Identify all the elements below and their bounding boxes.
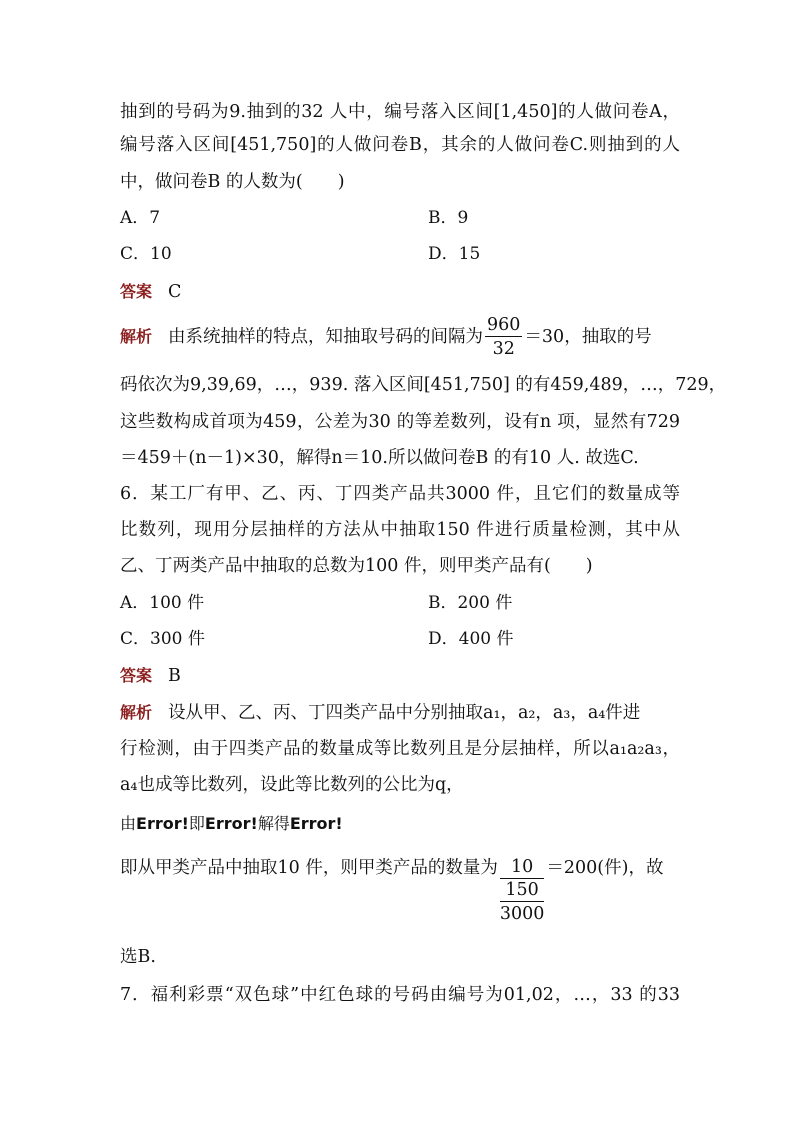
q7-stem-line-1: 7．福利彩票“双色球”中红色球的号码由编号为01,02，…，33 的33 [120, 985, 680, 1005]
error-field-3: Error! [289, 814, 343, 833]
q6-stem-line-3: 乙、丁两类产品中抽取的总数为100 件，则甲类产品有( ) [120, 556, 593, 576]
fraction-middle: 150 [500, 879, 545, 902]
answer-value: B [168, 666, 181, 686]
q6-answer [120, 664, 680, 688]
q5-solution-line-3: 这些数构成首项为459，公差为30 的等差数列，设有n 项，显然有729 [120, 412, 680, 432]
q5-solution-line-1 [120, 314, 680, 361]
compound-fraction [500, 856, 545, 926]
q5-option-b: B．9 [428, 208, 469, 228]
fraction-numerator: 960 [487, 315, 521, 335]
error-field-1: Error! [136, 814, 189, 833]
q6-solution-line-3: a₄也成等比数列，设此等比数列的公比为q， [120, 775, 464, 795]
q6-stem-line-2: 比数列，现用分层抽样的方法从中抽取150 件进行质量检测，其中从 [120, 520, 680, 540]
q5-solution-text-pre: 由系统抽样的特点，知抽取号码的间隔为 [168, 327, 484, 347]
fraction-denominator: 32 [492, 339, 515, 359]
q5-solution-line-4: ＝459＋(n－1)×30，解得n＝10.所以做问卷B 的有10 人. 故选C. [120, 448, 639, 468]
q5-solution-line-2: 码依次为9,39,69，…，939. 落入区间[451,750] 的有459,489，…，729， [120, 375, 727, 395]
q5-solution-text-post: ＝30，抽取的号 [524, 327, 652, 347]
q6-solution-text-1: 设从甲、乙、丙、丁四类产品中分别抽取a₁，a₂，a₃，a₄件进 [168, 703, 641, 723]
fraction-numerator: 10 [500, 856, 545, 879]
q6-option-c: C．300 件 [120, 629, 205, 649]
q6-solution-text-post: ＝200(件)，故 [546, 858, 664, 878]
q6-option-b: B．200 件 [428, 593, 513, 613]
error-field-2: Error! [204, 814, 258, 833]
answer-label: 答案 [120, 282, 153, 301]
text-you: 由 [120, 814, 137, 833]
interval-fraction [485, 314, 522, 361]
text-jiede: 解得 [257, 814, 290, 833]
answer-label: 答案 [120, 666, 153, 685]
q5-option-c: C．10 [120, 244, 172, 264]
solution-label: 解析 [120, 327, 153, 346]
q6-solution-line-6: 选B. [120, 947, 156, 967]
text-ji: 即 [188, 814, 205, 833]
q5-stem-line-3: 中，做问卷B 的人数为( ) [120, 172, 345, 192]
q5-option-d: D．15 [428, 244, 481, 264]
q6-solution-line-4 [120, 812, 680, 836]
q6-option-d: D．400 件 [428, 629, 514, 649]
q6-stem-line-1: 6．某工厂有甲、乙、丙、丁四类产品共3000 件，且它们的数量成等 [120, 484, 680, 504]
q6-solution-text-pre: 即从甲类产品中抽取10 件，则甲类产品的数量为 [120, 858, 498, 878]
q5-stem-line-1: 抽到的号码为9.抽到的32 人中，编号落入区间[1,450]的人做问卷A， [120, 102, 680, 122]
q6-solution-line-5 [120, 856, 680, 926]
q5-stem-line-2: 编号落入区间[451,750]的人做问卷B，其余的人做问卷C.则抽到的人 [120, 135, 680, 155]
answer-value: C [168, 282, 182, 302]
q5-answer [120, 280, 680, 304]
q6-solution-line-2: 行检测，由于四类产品的数量成等比数列且是分层抽样，所以a₁a₂a₃， [120, 739, 680, 759]
fraction-denominator: 3000 [499, 904, 545, 924]
solution-label: 解析 [120, 703, 153, 722]
q6-option-a: A．100 件 [120, 593, 205, 613]
q6-solution-line-1 [120, 701, 680, 725]
q5-option-a: A．7 [120, 208, 161, 228]
